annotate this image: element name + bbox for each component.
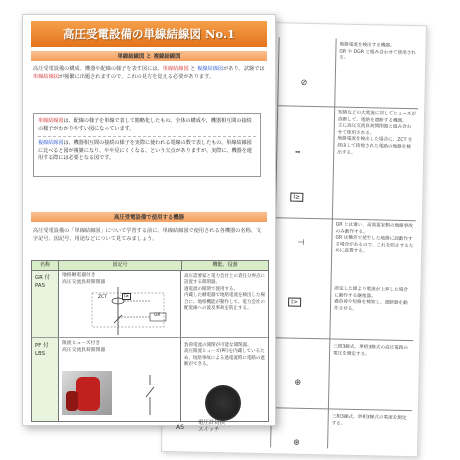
section-header-equipment: 高圧受電設備で使用する機器 <box>31 212 267 222</box>
pf-lbs-photo <box>62 371 112 415</box>
term-multi-line: 複線結線図 <box>38 140 64 147</box>
definition-box <box>33 113 261 177</box>
row-name-pf-lbs: PF 付 LBS <box>35 343 49 357</box>
ground-relay-symbol-icon: I≥ <box>290 193 303 202</box>
as-label: AS <box>176 424 184 431</box>
back-page-table <box>270 37 420 450</box>
directional-relay-symbol-icon: ⊣ <box>297 237 305 247</box>
zct-symbol-icon: ⊘ <box>300 77 308 87</box>
section-header-single-vs-multi: 単線結線図 と 複線結線図 <box>31 51 267 61</box>
back-row-text: 設定した値より電流が上昇した場合に動作する継電器。 過負荷や短絡を検知し、遮断器を動作させる。 <box>333 286 408 312</box>
intro-text: と <box>188 66 198 72</box>
single-line-definition <box>38 118 256 133</box>
relay-box-label: I≥ <box>124 294 129 299</box>
back-row-text: 三相3線式、単相3線式の高圧電路の電圧を測定する。 <box>332 344 408 357</box>
definition-text: は、機器相互間の接続の様子を実際に使われる電線の数で表したもの。単線結線図に比べると図が複雑になり、やや見にくくなる、という欠点がありますが、実際に、機器を運用する際には必要となる図です。 <box>38 140 252 162</box>
table-header-row <box>32 261 268 271</box>
table-header-symbol: 図記号 <box>59 261 182 270</box>
photo-detail <box>66 391 78 411</box>
term-multi-line: 複線結線図 <box>197 66 224 72</box>
multi-line-definition <box>38 140 256 163</box>
divider <box>38 136 256 137</box>
back-row-divider <box>272 407 412 411</box>
fuse-symbol-icon: ╍ <box>295 147 301 157</box>
voltmeter-symbol-icon: ⊕ <box>294 377 302 387</box>
back-row-divider <box>278 105 418 109</box>
row-name-gr-pas: GR 付 PAS <box>35 275 51 289</box>
overcurrent-relay-symbol-icon: I> <box>288 298 301 307</box>
intro-text: があり、試験では <box>223 66 265 72</box>
row-symbol-label-gr-pas: 地絡継電器付き 高圧交流負荷開閉器 <box>62 273 106 285</box>
as-name: 電圧計切換 スイッチ <box>198 420 225 433</box>
back-row-divider <box>276 217 416 221</box>
back-row-text: 短絡などの大電流に対してヒューズが溶断して、電路を遮断する機器。 主に高圧交流負荷開閉器と組み合わせて使用される。 地絡電流を検出した場合に、ZCT を経由して接地された電路の地絡を検出する。 <box>337 110 416 156</box>
section2-intro: 高圧受電設備の「単線結線図」について学習する前に、単線結線図で使用される各機器の名称、文字記号、図記号、用途などについて見てみましょう。 <box>33 228 262 242</box>
section1-intro <box>33 65 265 81</box>
back-row-text: GR とは違い、高需要家側の地絡事故のみ動作する。 GR は構外で発生した地絡に誤動作する場合があるので、これを防止するために設置する。 <box>335 222 414 255</box>
back-row-text: 三相3線式、単相3線式の電流を測定する。 <box>331 414 407 427</box>
table-header-function: 機能、役割 <box>212 262 238 268</box>
term-single-line: 単線結線図 <box>162 66 189 72</box>
ammeter-symbol-icon: ⊛ <box>293 437 300 447</box>
term-single-line: 単線結線図 <box>33 74 59 80</box>
row-function-gr-pas: 高圧需要家と電力会社との責任分界点に設置する開閉器。 過電流の開閉で使用する。 内蔵した継電器で地絡電流を検出した場合に、地絡機能が動作して、電力会社の配電線への波及事故を防止する。 <box>184 274 265 312</box>
back-row-text: 地絡電流を検出する機器。 GR や DGR と組み合わせて使用される。 <box>339 42 416 61</box>
front-page <box>22 14 276 426</box>
intro-text: が頻繁に出題されますので、これの見方を覚える必要があります。 <box>58 74 215 80</box>
back-row-divider <box>273 337 413 341</box>
page-title: 高圧受電設備の単線結線図 No.1 <box>31 21 267 47</box>
photo-detail <box>76 377 100 411</box>
row-symbol-label-pf-lbs: 限流ヒューズ付き 高圧交流負荷開閉器 <box>62 341 106 353</box>
term-single-line: 単線結線図 <box>38 118 64 124</box>
intro-text: 高圧受電設備の構成、機器や配線の様子を表す図には、 <box>33 66 163 72</box>
definition-text: は、配線の様子を単線で表して簡略化したもの。全体の構成や、機器相互間の接続の様子がわかりやすい図になっています。 <box>38 118 252 132</box>
row-function-pf-lbs: 負荷電流の開閉が可能な開閉器。 高圧限流ヒューズ(PF)を内蔵しているため、短絡事故による過電流時に電路の遮断ができる。 <box>184 343 265 368</box>
row-divider <box>32 337 268 338</box>
zct-label: ZCT <box>98 295 107 300</box>
gr-label: GR <box>154 313 161 318</box>
table-header-name: 名称 <box>32 261 59 270</box>
pf-lbs-symbol-icon <box>140 375 160 415</box>
